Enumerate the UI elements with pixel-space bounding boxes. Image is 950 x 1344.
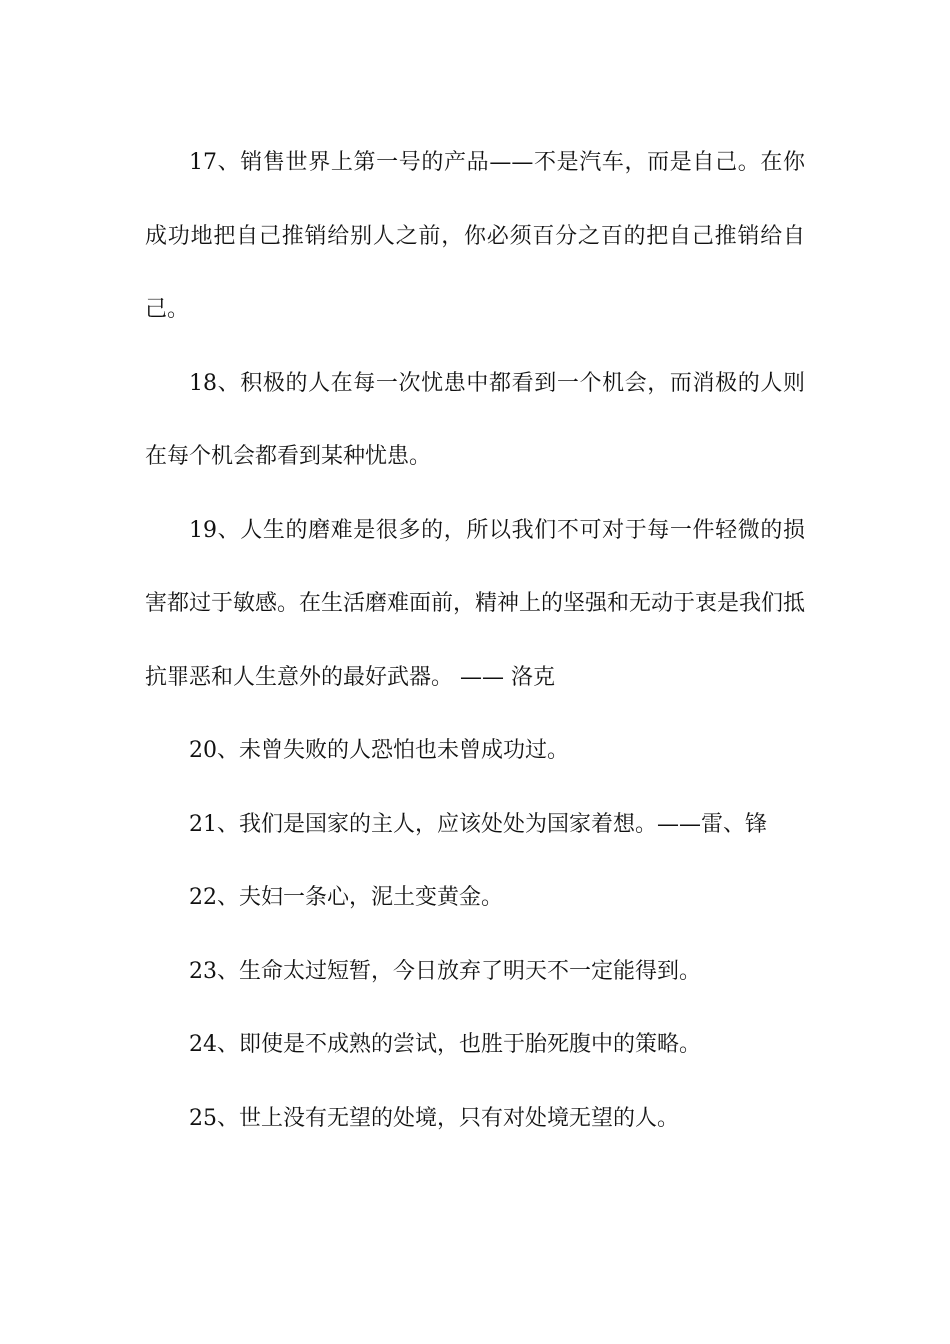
paragraph-24: 24、即使是不成熟的尝试，也胜于胎死腹中的策略。 xyxy=(189,1032,701,1057)
paragraph-19: 19、人生的磨难是很多的，所以我们不可对于每一件轻微的损害都过于敏感。在生活磨难面前，精神上的坚强和无动于衷是我们抵抗罪恶和人生意外的最好武器。 —— 洛克 xyxy=(145,517,806,690)
paragraph-23: 23、生命太过短暂，今日放弃了明天不一定能得到。 xyxy=(189,958,701,984)
paragraph-25: 25、世上没有无望的处境，只有对处境无望的人。 xyxy=(189,1105,679,1131)
paragraph-17: 17、销售世界上第一号的产品——不是汽车，而是自己。在你成功地把自己推销给别人之前，你必须百分之百的把自己推销给自己。 xyxy=(145,150,805,322)
document-body xyxy=(145,126,805,1155)
paragraph-20: 20、未曾失败的人恐怕也未曾成功过。 xyxy=(189,738,569,763)
paragraph-22: 22、夫妇一条心，泥土变黄金。 xyxy=(189,885,503,910)
paragraph-18: 18、积极的人在每一次忧患中都看到一个机会，而消极的人则在每个机会都看到某种忧患。 xyxy=(145,370,805,469)
paragraph-21: 21、我们是国家的主人，应该处处为国家着想。——雷、锋 xyxy=(189,811,767,837)
